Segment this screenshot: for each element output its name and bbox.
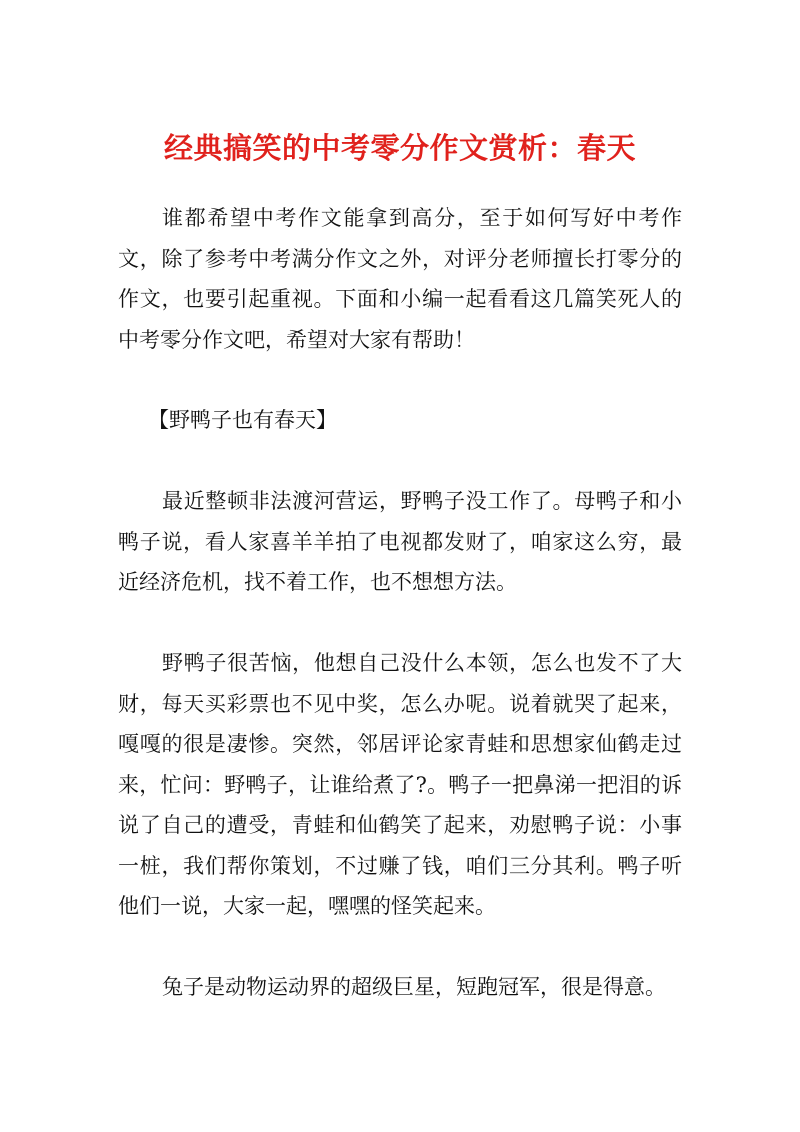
intro-paragraph: 谁都希望中考作文能拿到高分，至于如何写好中考作文，除了参考中考满分作文之外，对评分老师擅长打零分的作文，也要引起重视。下面和小编一起看看这几篇笑死人的中考零分作文吧，希望对大家有帮助！ <box>118 206 682 352</box>
section-heading: 【野鸭子也有春天】 <box>148 408 337 432</box>
body-paragraph-2: 野鸭子很苦恼，他想自己没什么本领，怎么也发不了大财，每天买彩票也不见中奖，怎么办呢。说着就哭了起来，嘎嘎的很是凄惨。突然，邻居评论家青蛙和思想家仙鹤走过来，忙问：野鸭子，让谁给煮了?。鸭子一把鼻涕一把泪的诉说了自己的遭受，青蛙和仙鹤笑了起来，劝慰鸭子说：小事一桩，我们帮你策划，不过赚了钱，咱们三分其利。鸭子听他们一说，大家一起，嘿嘿的怪笑起来。 <box>118 651 682 918</box>
document-title: 经典搞笑的中考零分作文赏析：春天 <box>164 131 637 165</box>
body-paragraph-3: 兔子是动物运动界的超级巨星，短跑冠军，很是得意。 <box>162 975 666 999</box>
body-paragraph-1: 最近整顿非法渡河营运，野鸭子没工作了。母鸭子和小鸭子说，看人家喜羊羊拍了电视都发财了，咱家这么穷，最近经济危机，找不着工作，也不想想方法。 <box>118 489 682 594</box>
